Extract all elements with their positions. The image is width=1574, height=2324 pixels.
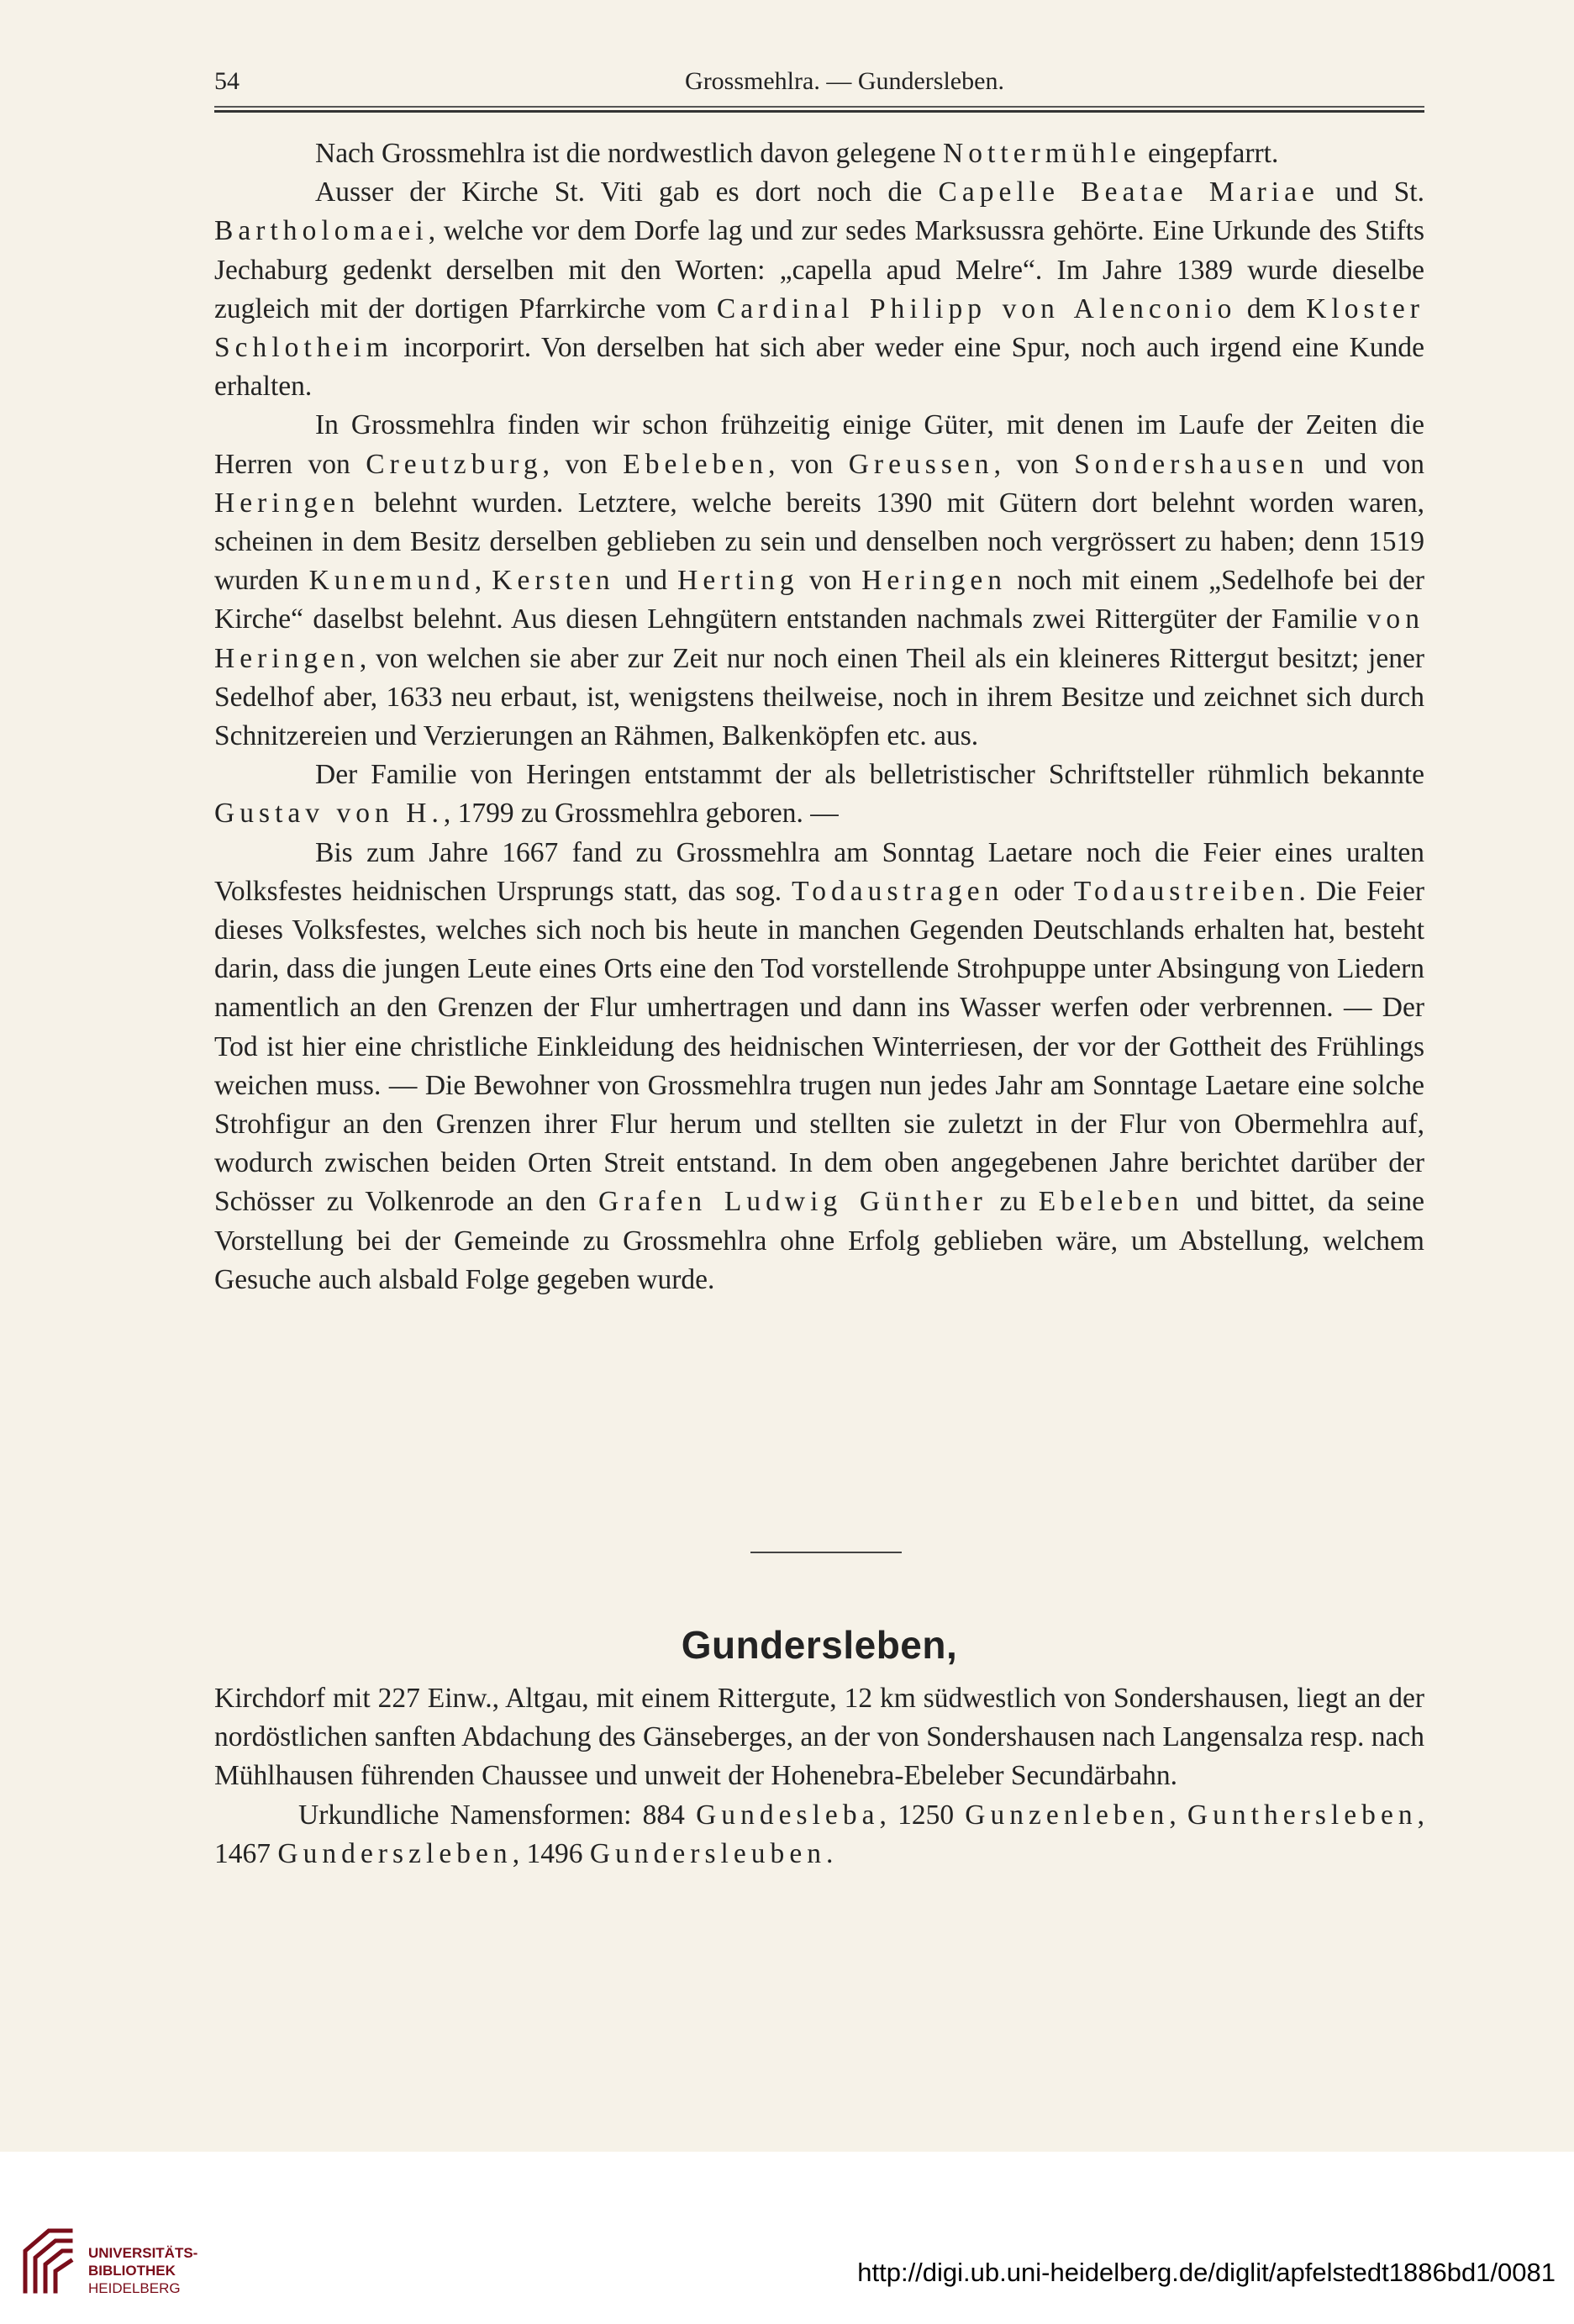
running-title: Grossmehlra. — Gundersleben. <box>685 67 1004 95</box>
text-run: , welche vor dem Dorfe lag und zur sedes Marksussra gehörte. Eine Urkunde des Stifts Jechaburg gedenkt derselben mit den Worten: „capella apud Melre“. Im Jahre 1389 wurde dieselbe zugleich mit der dortigen Pfarrkirche vom <box>214 215 1424 324</box>
section-title: Gundersleben, <box>681 1623 958 1667</box>
spaced-name: Gunzenleben <box>965 1799 1170 1831</box>
text-run: Der Familie von Heringen entstammt der als belletristischer Schriftsteller rühmlich bekannte <box>315 759 1424 791</box>
spaced-name: Bartholomaei <box>214 215 429 247</box>
text-run: , 1250 <box>879 1799 966 1831</box>
spaced-name: Creutzburg <box>366 448 543 480</box>
text-run: Nach Grossmehlra ist die nordwestlich davon gelegene <box>315 138 944 169</box>
text-run: eingepfarrt. <box>1140 138 1279 169</box>
main-text <box>214 134 1424 1299</box>
text-run: Bis zum Jahre 1667 fand zu Grossmehlra am Sonntag Laetare noch die Feier eines uralten Volksfestes heidnischen Ursprungs statt, das sog. <box>214 836 1424 907</box>
spaced-name: Gunthersleben <box>1187 1799 1418 1831</box>
text-run: incorporirt. Von derselben hat sich aber weder eine Spur, noch auch irgend eine Kunde erhalten. <box>214 332 1424 403</box>
spaced-name: Ebeleben <box>1038 1186 1184 1218</box>
spaced-name: Sondershausen <box>1074 448 1309 480</box>
text-run: , 1799 zu Grossmehlra geboren. — <box>443 798 839 830</box>
text-run: , von <box>768 448 849 480</box>
spaced-name: Grafen Ludwig Günther <box>598 1186 987 1218</box>
text-run: und St. <box>1319 177 1424 208</box>
section-divider <box>750 1552 902 1553</box>
spaced-name: Heringen <box>861 565 1008 597</box>
spaced-name: Greussen <box>848 448 994 480</box>
source-url-link[interactable]: http://digi.ub.uni-heidelberg.de/diglit/apfelstedt1886bd1/0081 <box>857 2258 1556 2287</box>
page-number: 54 <box>214 67 240 95</box>
text-run: und bittet, da seine Vorstellung bei der Gemeinde zu Grossmehlra ohne Erfolg geblieben wäre, um Abstellung, welchem Gesuche auch alsbald Folge gegeben wurde. <box>214 1186 1424 1295</box>
text-run: noch mit einem „Sedelhofe bei der Kirche“ daselbst belehnt. Aus diesen Lehngütern entstanden nachmals zwei Rittergüter der Familie <box>214 565 1425 635</box>
spaced-name: Gundesleba <box>696 1799 880 1831</box>
spaced-name: Nottermühle <box>943 138 1141 169</box>
text-run: belehnt wurden. Letztere, welche bereits 1390 mit Gütern dort belehnt worden waren, scheinen in dem Besitz derselben geblieben zu sein und denselben noch vergrössert zu haben; denn 1519 wurden <box>214 487 1424 597</box>
header-rule <box>214 106 1424 108</box>
spaced-name: Gunderszleben <box>277 1837 513 1869</box>
text-run: , <box>1169 1799 1187 1831</box>
text-run: , von <box>542 448 624 480</box>
text-run: , 1467 <box>214 1799 1424 1869</box>
text-run: , von <box>993 448 1075 480</box>
paragraph-gueter <box>214 406 1424 756</box>
spaced-name: Kersten <box>492 565 615 597</box>
page-header <box>214 67 1424 109</box>
text-run: . Die Feier dieses Volksfestes, welches sich noch bis heute in manchen Gegenden Deutschlands erhalten hat, besteht darin, dass die jungen Leute eines Orts eine den Tod vorstellende Strohpuppe unter Absingung von Liedern namentlich an den Grenzen der Flur umhertragen und dann ins Wasser werfen oder verbrennen. — Der Tod ist hier eine christliche Einkleidung des heidnischen Winterriesen, der vor der Gottheit des Frühlings weichen muss. — Die Bewohner von Grossmehlra trugen nun jedes Jahr am Sonntage Laetare eine solche Strohfigur an den Grenzen ihrer Flur herum und stellten sie zuletzt in der Flur von Obermehlra auf, wodurch zwischen beiden Orten Streit entstand. In dem oben angegebenen Jahre berichtet darüber der Schösser zu Volkenrode an den <box>214 875 1425 1218</box>
library-line: HEIDELBERG <box>88 2280 181 2296</box>
viewer-footer <box>0 2152 1574 2324</box>
text-run: und von <box>1308 448 1425 480</box>
library-line: BIBLIOTHEK <box>88 2263 176 2279</box>
paragraph-familie <box>214 756 1424 833</box>
text-run: , von welchen sie aber zur Zeit nur noch einen Theil als ein kleineres Rittergut besitzt; jener Sedelhof aber, 1633 neu erbaut, ist, wenigstens theilweise, noch in ihrem Besitze und zeichnet sich durch Schnitzereien und Verzierungen an Rähmen, Balkenköpfen etc. aus. <box>214 642 1424 752</box>
paragraph-namensformen <box>214 1796 1424 1873</box>
text-run: . <box>826 1837 834 1869</box>
spaced-name: Kunemund <box>308 565 475 597</box>
text-run: Ausser der Kirche St. Viti gab es dort noch die <box>315 177 939 208</box>
spaced-name: von Heringen <box>214 603 1424 674</box>
section-text <box>214 1679 1424 1873</box>
spaced-name: Capelle Beatae Mariae <box>938 177 1319 208</box>
text-run: und <box>614 565 678 597</box>
spaced-name: Gustav von H. <box>214 798 444 830</box>
spaced-name: Ebeleben <box>623 448 769 480</box>
spaced-name: Todaustragen <box>792 875 1004 907</box>
text-run: dem <box>1236 292 1307 324</box>
spaced-name: Todaustreiben <box>1073 875 1299 907</box>
spaced-name: Gundersleuben <box>589 1837 827 1869</box>
text-run: , 1496 <box>512 1837 590 1869</box>
spaced-name: Kloster Schlotheim <box>214 292 1424 364</box>
library-line: UNIVERSITÄTS- <box>88 2245 198 2261</box>
spaced-name: Heringen <box>214 487 360 519</box>
library-name <box>88 2244 197 2297</box>
text-run: In Grossmehlra finden wir schon frühzeitig einige Güter, mit denen im Laufe der Zeiten die Herren von <box>214 409 1424 480</box>
paragraph-nottermuehle <box>214 134 1424 173</box>
paragraph-capelle <box>214 173 1424 406</box>
text-run: von <box>798 565 862 597</box>
text-run: Urkundliche Namensformen: 884 <box>298 1799 697 1831</box>
library-logo-icon <box>18 2226 77 2295</box>
spaced-name: Cardinal Philipp von Alenconio <box>716 292 1237 324</box>
header-rule-thick <box>214 110 1424 113</box>
paragraph-kirchdorf: Kirchdorf mit 227 Einw., Altgau, mit einem Rittergute, 12 km südwestlich von Sondershausen, liegt an der nordöstlichen sanften Abdachung des Gänseberges, an der von Sondershausen nach Langensalza resp. nach Mühlhausen führenden Chaussee und unweit der Hohenebra-Ebeleber Secundärbahn. <box>214 1683 1424 1792</box>
paragraph-volksfest <box>214 834 1424 1299</box>
text-run: oder <box>1003 875 1074 907</box>
text-run: , <box>474 565 492 597</box>
text-run: zu <box>987 1186 1039 1218</box>
spaced-name: Herting <box>677 565 799 597</box>
